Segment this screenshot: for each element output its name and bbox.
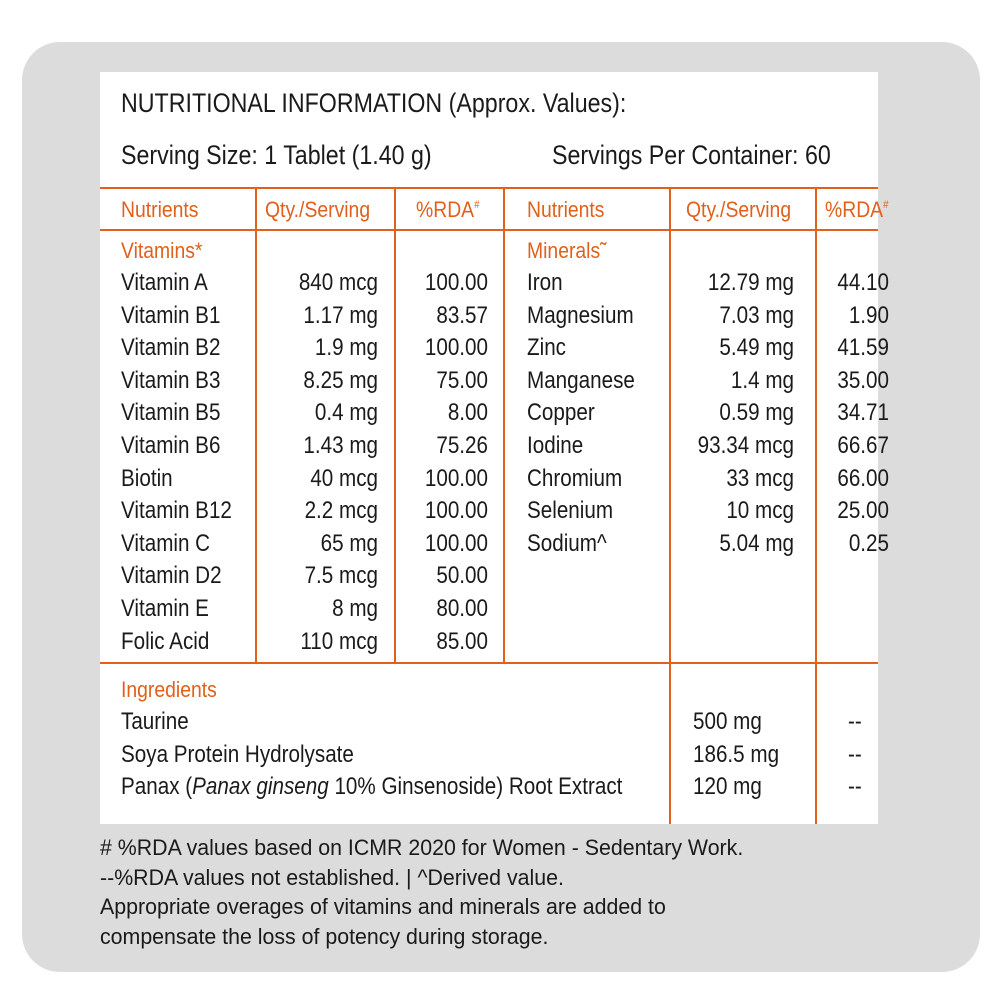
ingredient-qty: 186.5 mg: [693, 740, 780, 768]
ingredient-qty: 120 mg: [693, 773, 762, 800]
nutrient-name: Vitamin E: [121, 594, 209, 622]
nutrient-rda: 75.00: [436, 366, 488, 394]
mineral-row: [0, 430, 1000, 463]
nutrient-qty: 1.4 mg: [730, 366, 794, 394]
header-nutrients-left: Nutrients: [121, 197, 199, 222]
nutrient-name: Vitamin C: [121, 529, 211, 557]
nutrient-name: Vitamin D2: [121, 562, 222, 590]
nutrient-name: Magnesium: [527, 301, 634, 329]
nutrient-rda: 35.00: [837, 366, 889, 394]
table-top-rule: [100, 187, 878, 189]
nutrient-name: Biotin: [121, 464, 173, 492]
nutrient-rda: 80.00: [436, 594, 488, 622]
ingredient-rda: --: [848, 708, 862, 735]
nutrient-name: Selenium: [527, 497, 614, 525]
nutrient-rda: 34.71: [837, 399, 889, 427]
nutrient-name: Vitamin B12: [121, 497, 232, 525]
ingredient-rda: --: [848, 773, 862, 800]
nutrient-rda: 41.59: [837, 334, 889, 362]
mineral-row: [0, 332, 1000, 365]
minerals-label: Minerals˜: [527, 238, 607, 263]
ingredient-rda: --: [848, 740, 862, 768]
footer-line: Appropriate overages of vitamins and minerals are added to: [100, 894, 666, 919]
nutrient-qty: 93.34 mcg: [697, 431, 794, 459]
nutrient-qty: 2.2 mcg: [304, 497, 378, 525]
nutrient-rda: 100.00: [424, 464, 488, 492]
ingredient-name: Panax (Panax ginseng 10% Ginsenoside) Root Extract: [121, 773, 623, 800]
minerals-list: [0, 267, 1000, 560]
mineral-row: [0, 397, 1000, 430]
nutrient-name: Iodine: [527, 431, 584, 459]
nutrient-name: Sodium^: [527, 529, 607, 557]
header-nutrients-right: Nutrients: [527, 197, 605, 222]
nutrient-rda: 100.00: [424, 529, 488, 557]
nutrient-rda: 75.26: [436, 431, 488, 459]
nutrient-name: Vitamin B3: [121, 366, 221, 394]
serving-size: Serving Size: 1 Tablet (1.40 g): [121, 140, 432, 170]
nutrient-name: Iron: [527, 269, 563, 296]
nutrient-rda: 66.00: [837, 464, 889, 492]
nutrient-qty: 7.03 mg: [719, 301, 794, 329]
nutrient-rda: 100.00: [424, 497, 488, 525]
nutrient-rda: 50.00: [436, 562, 488, 590]
nutrient-rda: 1.90: [848, 301, 889, 329]
nutrient-qty: 65 mg: [320, 529, 378, 557]
ingredient-qty: 500 mg: [693, 708, 762, 735]
mineral-row: [0, 300, 1000, 333]
vitamin-row: [0, 626, 1000, 659]
nutrient-name: Vitamin B2: [121, 334, 221, 362]
nutrient-name: Manganese: [527, 366, 635, 394]
servings-per-container: Servings Per Container: 60: [552, 140, 831, 170]
nutrient-rda: 83.57: [436, 301, 488, 329]
footer-notes: [100, 833, 763, 951]
footer-line: # %RDA values based on ICMR 2020 for Women - Sedentary Work.: [100, 835, 744, 860]
nutrient-qty: 5.49 mg: [719, 334, 794, 362]
vitamin-row: [0, 560, 1000, 593]
nutrition-title: NUTRITIONAL INFORMATION (Approx. Values):: [121, 88, 627, 118]
header-bottom-rule: [100, 229, 878, 231]
nutrient-rda: 44.10: [837, 269, 889, 296]
nutrient-qty: 5.04 mg: [719, 529, 794, 557]
nutrient-rda: 25.00: [837, 497, 889, 525]
header-qty-left: Qty./Serving: [265, 197, 371, 222]
header-rda-left: %RDA#: [416, 197, 480, 222]
footer-line: --%RDA values not established. | ^Derived value.: [100, 864, 564, 890]
mineral-row: [0, 365, 1000, 398]
nutrient-qty: 33 mcg: [726, 464, 794, 492]
nutrient-name: Copper: [527, 399, 595, 427]
nutrient-qty: 12.79 mg: [707, 269, 794, 296]
nutrient-qty: 10 mcg: [726, 497, 794, 525]
nutrient-qty: 840 mcg: [298, 269, 378, 296]
ingredient-name: Soya Protein Hydrolysate: [121, 740, 354, 768]
nutrient-qty: 1.17 mg: [303, 301, 378, 329]
nutrient-rda: 0.25: [848, 529, 889, 557]
nutrient-qty: 8 mg: [332, 594, 378, 622]
header-rda-right: %RDA#: [825, 197, 889, 222]
vitamins-label: Vitamins*: [121, 238, 203, 263]
nutrient-name: Vitamin B5: [121, 399, 221, 427]
ingredients-label: Ingredients: [121, 677, 217, 702]
header-qty-right: Qty./Serving: [686, 197, 792, 222]
nutrient-qty: 1.43 mg: [303, 431, 378, 459]
nutrient-qty: 40 mcg: [310, 464, 378, 492]
nutrient-name: Vitamin B6: [121, 431, 221, 459]
mineral-row: [0, 528, 1000, 561]
nutrient-name: Folic Acid: [121, 627, 210, 655]
nutrient-name: Zinc: [527, 334, 566, 362]
nutrient-qty: 0.4 mg: [314, 399, 378, 427]
nutrient-qty: 0.59 mg: [719, 399, 794, 427]
ingredients-top-rule: [100, 662, 878, 664]
mineral-row: [0, 267, 1000, 300]
nutrient-qty: 110 mcg: [300, 627, 378, 655]
mineral-row: [0, 463, 1000, 496]
nutrient-name: Vitamin A: [121, 269, 208, 296]
nutrient-qty: 7.5 mcg: [304, 562, 378, 590]
nutrient-qty: 8.25 mg: [303, 366, 378, 394]
footer-line: compensate the loss of potency during storage.: [100, 923, 549, 949]
nutrient-rda: 100.00: [424, 334, 488, 362]
nutrient-qty: 1.9 mg: [314, 334, 378, 362]
nutrient-rda: 8.00: [447, 399, 488, 427]
nutrient-rda: 66.67: [837, 431, 889, 459]
mineral-row: [0, 495, 1000, 528]
vitamin-row: [0, 593, 1000, 626]
nutrient-name: Chromium: [527, 464, 623, 492]
ingredient-name: Taurine: [121, 708, 189, 735]
nutrient-rda: 100.00: [424, 269, 488, 296]
nutrient-name: Vitamin B1: [121, 301, 221, 329]
nutrient-rda: 85.00: [436, 627, 488, 655]
